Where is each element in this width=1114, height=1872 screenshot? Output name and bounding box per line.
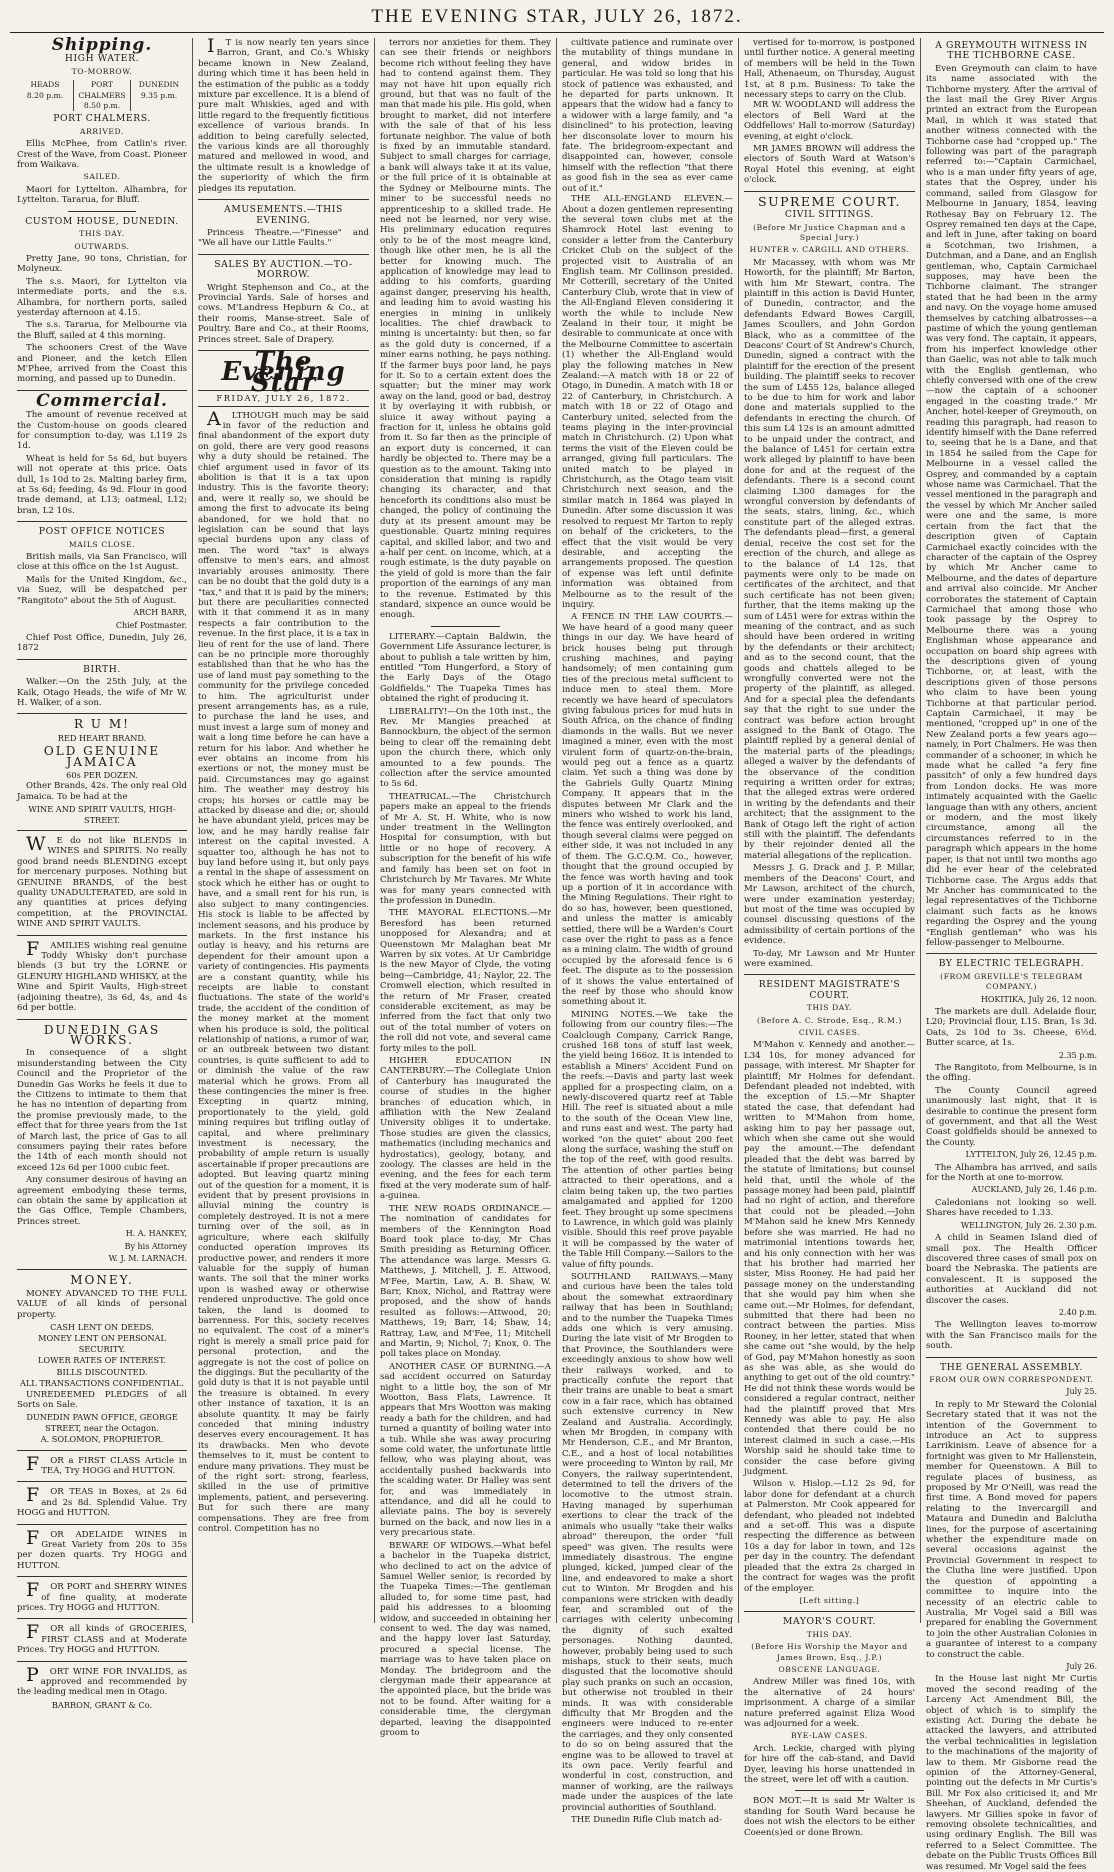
high-water-heading: HIGH WATER. bbox=[64, 53, 140, 65]
port-chalmers-heading: PORT CHALMERS. bbox=[53, 113, 151, 125]
telegraph-source: (FROM GREVILLE'S TELEGRAM COMPANY.) bbox=[940, 971, 1083, 992]
literary-item: LITERARY.—Captain Baldwin, the Government Life Assurance lecturer, is about to publish a tale written by him, entitled "Tom Hungerford, a Story of the Early Days of the Otago Goldfields." The Tuapeka Times has obtained the right of producing it. bbox=[380, 631, 551, 705]
gas-works-text-2: Any consumer desirous of having an agreement embodying these terms, can obtain the same by application at the Gas Office, Temple Chambers, Princes street. bbox=[17, 1175, 187, 1227]
obscene-text: Andrew Miller was fined 10s, with the alternative of 24 hours' imprisonment. A charge of a similar nature preferred against Eliza Wood was adjourned for a week. bbox=[744, 1677, 915, 1729]
civil-cases-heading: CIVIL CASES. bbox=[798, 1027, 861, 1037]
separator bbox=[17, 713, 187, 714]
separator bbox=[17, 935, 187, 936]
commercial-revenue: The amount of revenue received at the Custom-house on goods cleared for consumption to-day, was L119 2s 1d. bbox=[17, 410, 187, 452]
supreme-court-heading: SUPREME COURT. bbox=[758, 193, 901, 209]
gas-signature-name: H. A. HANKEY, bbox=[125, 1229, 187, 1239]
rum-text: Other Brands, 42s. The only real Old Jamaica. To be had at the bbox=[17, 781, 187, 802]
theatrical-item: THEATRICAL.—The Christchurch papers make an appeal to the friends of Mr A. St. H. White, who is now under treatment in the Wellington Hospital for consumption, with but little or no hope of recovery. A subscription for the benefit of his wife and family has been set on foot in Christchurch by Mr Tavares. Mr White was for many years connected with the profession in Dunedin. bbox=[380, 791, 551, 906]
sales-text: Wright Stephenson and Co., at the Provincial Yards. Sale of horses and cows. M'Landress Hepburn & Co., at their rooms, Manse-street. Sale of Poultry. Bare and Co., at their Rooms, Princes street. Sale of Drapery. bbox=[198, 282, 369, 345]
gas-signature-by: By his Attorney bbox=[124, 1241, 187, 1251]
custom-house-heading: CUSTOM HOUSE, DUNEDIN. bbox=[25, 215, 179, 227]
blends-ad: WE do not like BLENDS in WINES and SPIRITS. No really good brand needs BLENDING except for mercenary purposes. Nothing but GENUINE BRANDS, of the best quality UNADULTERATED, are sold in any quantities at prices defying competition, at the PROVINCIAL WINE AND SPIRIT VAULTS. bbox=[17, 833, 187, 930]
groceries-ad: FOR all kinds of GROCERIES, FIRST CLASS and at Moderate Prices. Try HOGG and HUTTON. bbox=[17, 1621, 187, 1656]
outwards-heading: OUTWARDS. bbox=[74, 241, 130, 251]
money-heading: MONEY. bbox=[70, 1273, 134, 1288]
separator bbox=[17, 1450, 187, 1451]
post-notice-2: Mails for the United Kingdom, &c., via Suez, will be despatched per "Rangitoto" about the 5th of August. bbox=[17, 574, 187, 606]
column-2 bbox=[192, 35, 374, 1623]
newspaper-page bbox=[12, 35, 1102, 1872]
tide-port: PORT CHALMERS bbox=[78, 80, 126, 100]
red-heart-brand: RED HEART BRAND. bbox=[57, 732, 147, 743]
separator bbox=[926, 1357, 1097, 1358]
column-4 bbox=[556, 38, 738, 1826]
this-day-heading: THIS DAY. bbox=[79, 229, 125, 239]
separator bbox=[795, 1790, 863, 1791]
sales-heading: SALES BY AUCTION.—TO-MORROW. bbox=[214, 258, 353, 281]
assembly-date-2: July 26. bbox=[1066, 1661, 1097, 1671]
masthead-rule bbox=[10, 32, 1104, 33]
assembly-text-2: In the House last night Mr Curtis moved the second reading of the Larceny Act Amendment Bill, the object of which is to simplify the existing Act. During the debate he attacked the lawyers, and attributed the verbal technicalities in legislation to the machinations of the majority of law to them. Mr Gisborne read the opinion of the Attorney-General, pointing out the defects in Mr Curtis's Bill. Mr Fox also criticised it; and Mr Sheehan, of Auckland, defended the lawyers. Mr Gillies spoke in favor of removing obsolete technicalities, and using ordinary English. The Bill was referred to a Select Committee. The debate on the Public Trusts Offices Bill was resumed. Mr Vogel said the fees bbox=[926, 1674, 1097, 1872]
mayoral-elections-item: THE MAYORAL ELECTIONS.—Mr Beresford has been returned unopposed for Alexandra; and at Queenstown Mr Malaghan beat Mr Warren by six votes. At Ur Cambridge is the new Mayor of Clyde, the voting being—Cambridge, 41; Naylor, 22. The Cromwell election, which resulted in the return of Mr Fraser, created considerable excitement, as may be inferred from the fact that only two out of the total number of voters on the roll did not vote, and several came forty miles to the poll. bbox=[380, 908, 551, 1054]
separator bbox=[17, 1618, 187, 1619]
tide-heads-time: 8.20 p.m. bbox=[26, 90, 64, 100]
leading-article: ALTHOUGH much may be said in favor of the reduction and final abandonment of the export duty on gold, there are very good reasons why a duty should be retained. The chief argument used in favor of its abolition is that it is a tax upon industry. This is the favorite theory; and, were it really so, we should be among the first to advocate its being abandoned, for we hold that no legislation can be sound that lays special burdens upon any class of men. The word "tax" is always offensive to men's ears, and almost invariably arouses animosity. There can be no doubt that the gold duty is a "tax," and that it is paid by the miners; but there are peculiarities connected with it that commend it as in many respects a fair contribution to the revenue. In the first place, it is a tax in lieu of rent for the use of land. There can be no principle more thoroughly established than that he who has the use of land must pay something to the community for the privilege conceded to him. The agriculturist under present arrangements has, as a rule, to purchase the land he uses, and must invest a large sum of money and wait a long time before he can have a return for his labor. And whether he ever obtains an income from his exertions or not, the money must be paid. Circumstances may go against him. The weather may destroy his crops; his horses or cattle may be attacked by disease and die; or, should he have abundant yield, prices may be low, and he may hardly realise fair interest on the capital invested. A squatter too, although he has not to buy land before using it, but only pays a rental in the shape of assessment on stock which he either has or ought to have, and a small rent for his run, is also subject to many contingencies. His stock is liable to be affected by inclement seasons, and his produce by markets. In the first instance his outlay is heavy, and his returns are dependent for their amount upon a variety of contingencies. His payments are a constant quantity, while his receipts are liable to constant fluctuations. The state of the world's trade, the accident of the condition of the money market at the moment when his produce is sold, the political relationship of nations, a rumor of war, or an outbreak between two distant countries, is quite sufficient to add to or diminish the value of the raw material which he grows. From all these contingencies the miner is free. Excepting in quartz mining, proportionately to the yield, gold mining requires but trifling outlay of capital, and where preliminary investment is necessary, the probability of ample return is usually ascertainable if proper precautions are adopted. But leaving quartz mining out of the question for a moment, it is evident that by present provisions in alluvial mining the country is completely destroyed. It is not a mere turning over of the soil, as in agriculture, where each skilfully conducted operation improves its productive power, and renders it more valuable for the supply of human wants. The soil that the miner works upon is washed away or otherwise rendered unproductive. The gold once taken, the land is doomed to barrenness. For this, society receives no equivalent. The cost of a miner's right is merely a small price paid for personal protection, and the aggregate is not the cost of police on the diggings. But the peculiarity of the gold duty is that it is not payable until the treasure is obtained. In every other instance of taxation, it is an absolute quantity. It may be fairly conceded that mining industry deserves every encouragement. It has its drawbacks. Men who devote themselves to it, must be content to endure many privations. They must be of the right sort: strong, fearless, skilled in the use of primitive implements, patient, and persevering. But for such there are many compensations. They are free from control. Competition has no bbox=[198, 407, 369, 1535]
separator bbox=[926, 953, 1097, 954]
tide-port-time: 8.50 p.m. bbox=[83, 101, 121, 111]
woodland-notice: MR W. WOODLAND will address the electors of Bell Ward at the Oddfellows' Hall to-morrow (Saturday) evening, at eight o'clock. bbox=[744, 100, 915, 142]
sailed-text: Maori for Lyttelton. Alhambra, for Lyttelton. Tararua, for Bluff. bbox=[17, 184, 187, 206]
teas-ad: FOR TEAS in Boxes, at 2s 6d and 2s 8d. Splendid Value. Try HOGG and HUTTON. bbox=[17, 1484, 187, 1519]
mails-close-heading: MAILS CLOSE. bbox=[68, 539, 136, 549]
hokitika-dateline: HOKITIKA, July 26, 12 noon. bbox=[980, 994, 1097, 1004]
column-1 bbox=[12, 35, 192, 1710]
widows-continued: cultivate patience and ruminate over the mutability of things mundane in general, and widow brides in particular. He was told so long that his stock of patience was exhausted, and he departed for parts unknown. It appears that the widow had a fancy to a widower with a large family, and "a disinclined" to his protection, leaving her disconsolate lover to mourn his fate. The bridegroom-expectant and disappointed can, however, console himself with the reflection "that there as good fish in the sea as ever came out of it." bbox=[562, 38, 733, 194]
outwards-text: Pretty Jane, 90 tons, Christian, for Molyneux. bbox=[17, 253, 187, 275]
assembly-text: In reply to Mr Steward the Colonial Secretary stated that it was not the intention of the Government to introduce an Act to suppress Larrikinism. Leave of absence for a fortnight was given to Mr Hallenstein, member for Queenstown. A Bill to regulate places of business, as proposed by Mr O'Neill, was read the first time. A Bond moved for papers relating to the Invercargill and Mataura and Dunedin and Balclutha lines, for the purpose of ascertaining whether the expenditure made on several occasions against the Provincial Government in respect to the Clutha line were justified. Upon the question of appointing a committee to inquire into the necessity of an electric cable to Australia, Mr Vogel said a Bill was prepared for enabling the Government to join the other Australian Colonies in a guarantee of interest to a company to construct the cable. bbox=[926, 1399, 1097, 1660]
gas-works-text: In consequence of a slight misunderstanding between the City Council and the Proprietor of the Dunedin Gas Works he feels it due to the Citizens to intimate to them that he has no intention of departing from the promise previously made, to the effect that for three years from the 1st of March last, the price of Gas to all consumers paying their rates before the 14th of each month should not exceed 12s 6d per 1000 cubic feet. bbox=[17, 1048, 187, 1173]
separator bbox=[17, 1269, 187, 1270]
assembly-date: July 25. bbox=[1066, 1387, 1097, 1397]
separator bbox=[744, 191, 915, 192]
commercial-heading: Commercial. bbox=[36, 390, 168, 411]
fence-item: A FENCE IN THE LAW COURTS.—We have heard of a good many queer things in our day. We have heard of brick houses being put through crushing machines, and paying handsomely; of men containing gum ties of the precious metal sufficient to induce men to steal them. More recently we have heard of speculators giving fabulous prices for mud huts in South Africa, on the chance of finding diamonds in the walls. But we never imagined a miner, even with the most virulent form of quartz-on-the-brain, would peg out a fence as a quartz claim. Yet such a thing was done by the Gabriels Gully Quartz Mining Company. It appears that in the disputes between Mr Clark and the miners who wished to work his land, the fence was entirely overlooked, and though several claims were pegged on either side, it was not included in any of them. The G.C.Q.M. Co., however, thought that the ground occupied by the fence was worth having and took up a portion of it in accordance with the Mining Regulations. Their right to do so has, however, been questioned, and unless the matter is amicably settled, there will be a Warden's Court case over the right to pass as a fence as a mining claim. The width of ground occupied by the aforesaid fence is 6 feet. The dispute as to the possession of it shows the value entertained of the reef by those who should know something about it. bbox=[562, 612, 733, 1008]
commercial-prices: Wheat is held for 5s 6d, but buyers will not operate at this price. Oats dull, 1s 10d to 2s. Malting barley firm, at 5s 6d; feeding, 4s 9d. Flour in good trade demand, at L13; oatmeal, L12; bran, L2 10s. bbox=[17, 453, 187, 516]
separator bbox=[17, 659, 187, 660]
separator bbox=[17, 1524, 187, 1525]
tararua-text: The s.s. Tararua, for Melbourne via the Bluff, sailed at 4 this morning. bbox=[17, 320, 187, 341]
separator bbox=[744, 1611, 915, 1612]
separator bbox=[17, 1481, 187, 1482]
post-notice-1: British mails, via San Francisco, will close at this office on the 1st August. bbox=[17, 552, 187, 573]
obscene-heading: OBSCENE LANGUAGE. bbox=[778, 1664, 881, 1674]
whisky-notice: IT is now nearly ten years since Barron, Grant, and Co.'s Whisky became known in New Zealand, during which time it has been held in the estimation of the public as a toddy mixture par excellence. It is a blend of pure malt Whiskies, aged and with little regard to the frequently fictitious excellence of various brands. In addition to being carefully selected, the various kinds are all thoroughly matured and mellowed in wood, and the ultimate result is a knowledge of the superiority of which the firm pledges its reputation. bbox=[198, 35, 369, 194]
general-assembly-heading: THE GENERAL ASSEMBLY. bbox=[940, 1361, 1083, 1373]
rm-before: (Before A. C. Strode, Esq., R.M.) bbox=[757, 1015, 902, 1025]
southland-railways-item: SOUTHLAND RAILWAYS.—Many and curious have been the tales told about the somewhat extraordinary railway that has been in Southland; and to the number the Tuapeka Times adds one which is very amusing. During the late visit of Mr Brogden to that Province, the Southlanders were exceedingly anxious to show how well their railways worked, and to practically confute the report that their trains are unable to beat a smart cow in a fair race, which has obtained such extensive currency in New Zealand and Australia. Accordingly, when Mr Brogden, in company with Mr Henderson, C.E., and Mr Branton, C.E., and a host of local notabilities were proceeding to Winton by rail, Mr Conyers, the railway superintendent, determined to tell the drivers of the locomotive to the utmost strain. Having managed by superhuman exertions to clear the track of the animals who usually "take their walks abroad" thereupon, the order "full speed" was given. The results were immediately disastrous. The engine plunged, kicked, jumped clear of the line, and endeavored to make a short cut to Winton. Mr Brogden and his companions were stricken with deadly fear, and scrambled out of the carriages with celerity unbecoming the dignity of such exalted personages. Nothing daunted, however, probably being used to such mishaps, stuck to their seats, much disgusted that the locomotive should play such pranks on such an occasion, but otherwise not troubled in their minds. It was with considerable difficulty that Mr Brogden and the engineers were induced to re-enter the carriages, and they only consented to do so on being assured that the engine was to be allowed to travel at its own pace. Verily fearful and wonderful in cost, construction, and manner of working, are the railways made under the auspices of the late provincial authorities of Southland. bbox=[562, 1271, 733, 1813]
separator bbox=[198, 199, 369, 200]
all-england-item: THE ALL-ENGLAND ELEVEN.—About a dozen gentlemen representing the several town clubs met at the Shamrock Hotel last evening to consider a letter from the Canterbury Cricket Club on the subject of the projected visit to Australia of an English team. Mr Collinson presided. Mr Cotterill, secretary of the United Canterbury Club, wrote that in view of the All-England Eleven considering it worth the while to include New Zealand in their tour, it might be desirable to communicate at once with the Melbourne Committee to ascertain (1) whether the All-England would play the following matches in New Zealand:—A match with 18 or 22 of Otago, in Dunedin. A match with 18 or 22 of Canterbury, in Christchurch. A match with 18 or 22 of Otago and Canterbury united, selected from the teams playing in the inter-provincial match in Christchurch. (2) Upon what terms the visit of the Eleven could be arranged, giving full particulars. The united match to be played in Christchurch, as the Otago team visit Christchurch next season, and the similar match in 1864 was played in Dunedin. After some discussion it was resolved to request Mr Tarton to reply on behalf of the cricketers, to the effect that the visit would be very desirable, and accepting the arrangements proposed. The question of expense was left until definite information was obtained from Melbourne as to the result of the inquiry. bbox=[562, 194, 733, 610]
tomorrow-subheading: TO-MORROW. bbox=[71, 66, 133, 76]
bills-discounted: BILLS DISCOUNTED. bbox=[56, 1366, 148, 1377]
money-lent: MONEY LENT ON PERSONAL SECURITY. bbox=[38, 1333, 166, 1354]
hokitika-council: The County Council agreed unanimously last night, that it is desirable to continue the present form of government, and that all the West Coast goldfields should be annexed to the County. bbox=[926, 1085, 1097, 1148]
civil-sittings-heading: CIVIL SITTINGS. bbox=[784, 209, 875, 221]
dateline: FRIDAY, JULY 26, 1872. bbox=[198, 390, 369, 406]
column-3 bbox=[374, 38, 556, 1738]
bylaw-text: Arch. Leckie, charged with plying for hire off the cab-stand, and David Dyer, leaving his horse unattended in the street, were let off with a caution. bbox=[744, 1743, 915, 1785]
left-sitting: [Left sitting.] bbox=[799, 1595, 860, 1605]
wine-vaults: WINE AND SPIRIT VAULTS, HIGH-STREET. bbox=[28, 804, 176, 825]
widows-item: BEWARE OF WIDOWS.—What befel a bachelor in the Tuapeka district, who declined to act on the advice of Samuel Weller senior, is recorded by the Tuapeka Times:—The gentleman alluded to, for some time past, had paid his addresses to a blooming widow, and succeeded in obtaining her consent to wed. The day was named, and the happy lover last Saturday, procured a special license. The marriage was to have taken place on Monday. The bridegroom and the clergyman made their appearance at the appointed place, but the bride was not to be found. After waiting for a considerable time, the clergyman departed, leaving the disappointed groom to bbox=[380, 1540, 551, 1738]
rifle-continued: vertised for to-morrow, is postponed until further notice. A general meeting of members will be held in the Town Hall, Athenaeum, on Thursday, August 1st, at 8 p.m. Business: To take the necessary steps to carry on the Club. bbox=[744, 38, 915, 101]
bon-mot-item: BON MOT.—It is said Mr Walter is standing for South Ward because he does not wish the electors to be either Coeen(s)ed or done Brown. bbox=[744, 1796, 915, 1838]
families-ad: FAMILIES wishing real genuine Toddy Whisky don't purchase blends (3 but try the LORNE or GLENURY HIGHLAND WHISKY, at the Wine and Spirit Vaults, High-street (adjoining theatre), 3s 6d, 4s, and 4s 6d per bottle. bbox=[17, 937, 187, 1014]
lyttelton-text: The Alhambra has arrived, and sails for the North at one to-morrow. bbox=[926, 1162, 1097, 1184]
maori-text: The s.s. Maori, for Lyttelton via intermediate ports, and the s.s. Alhambra, for northern ports, sailed yesterday afternoon at 4.15. bbox=[17, 276, 187, 318]
post-signature-title: Chief Postmaster. bbox=[115, 620, 187, 630]
greymouth-text: Even Greymouth can claim to have its name associated with the Tichborne mystery. After the arrival of the last mail the Grey River Argus printed an extract from the European Mail, in which it was stated that another witness connected with the Tichborne case had "cropped up." The following was part of the paragraph referred to:—"Captain Carmichael, who is a man under fifty years of age, states that the Osprey, under his command, sailed from Glasgow for Melbourne in January, 1854, leaving Rothesay Bay on February 12. The Osprey remained ten days at the Cape, and left in June, after taking on board a Scotchman, two Irishmen, a Dutchman, and a Dane, and an English gentleman, who, Captain Carmichael supposes, may have been the Tichborne claimant. The stranger stated that he had been in the army and navy. On the voyage home amused themselves by catching albatrosses—a pastime of which the young gentleman was very fond. The captain, it appears, from his imperfect knowledge other than Gaelic, was not able to talk much with the English gentleman, who chiefly conversed with one of the crew—now the captain of a schooner engaged in the coasting trade." Mr Ancher, hotel-keeper of Greymouth, on reading this paragraph, had reason to identify himself with the Dane referred to, seeing that he is a Dane, and that in 1854 he sailed from the Cape for Melbourne in a vessel called the Osprey, and commanded by a captain whose name was Carmichael. That the vessel mentioned in the paragraph and the vessel by which Mr Ancher sailed were one and the same, is more certain from the fact that the description given of Captain Carmichael exactly coincides with the character of the captain of the Osprey by which Mr Ancher came to Melbourne, and the dates of departure and arrival also coincide. Mr Ancher corroborates the statement of Captain Carmichael that among those who took passage by the Osprey to Melbourne there was a young Englishman whose appearance and occupation on board ship agrees with the descriptions given of young Tichborne, or, at least, with the descriptions given of those persons who claim to have been young Tichborne at that particular period. Captain Carmichael, it may be mentioned, "cropped up" in one of the New Zealand ports a few years ago—namely, in Port Chalmers. He was then commander of a schooner, in which he made what he called "a fery fine passitch" of only a few hundred days from London docks. He was more intimately acquainted with the Gaelic language than with any others, ancient or modern, and the most likely circumstance, among all the circumstances referred to in the paragraph which appears in the home paper, is that not until two months ago did he ever hear of the celebrated Tichborne case. The Argus adds that Mr Ancher has communicated to the legal representatives of the Tichborne claimant such facts as he knows regarding the Osprey and the young "English gentleman" who was his fellow-passenger to Melbourne. bbox=[926, 63, 1097, 948]
birth-heading: BIRTH. bbox=[83, 663, 121, 675]
mining-notes-item: MINING NOTES.—We take the following from our country files:—The Coalclough Company, Carrick Range, crushed 168 tons of stuff last week, the yield being 166oz. It is intended to establish a Miners' Accident Fund on the reefs.—Davis and party last week applied for a prospecting claim, on a newly-discovered quartz reef at Table Hill. The reef is situated about a mile to the south of the Ocean View line, and runs east and west. The party had worked "on the quiet" about 200 feet along the surface, washing the stuff on the top of the reef, with good results. The attention of other parties being attracted to their operations, and a claim being taken up, the two parties amalgamated and applied for 1200 feet. They brought up some specimens to Lawrence, in which gold was plainly visible. Should this reef prove payable it will be compassed by the water of the Table Hill Company.—Sailors to the value of fifty pounds. bbox=[562, 1009, 733, 1270]
wilson-hislop-case: Wilson v. Hislop.—L12 2s 9d, for labor done for defendant at a church at Palmerston. Mr Cook appeared for defendant, who pleaded not indebted and a set-off. This was a dispute respecting the difference as between 10s a day for labor in town, and 12s per day in the country. The defendant pleaded that the extra 2s charged in the contract for wages was the profit of the employer. bbox=[744, 1479, 915, 1594]
case-title: HUNTER v. CARGILL AND OTHERS. bbox=[749, 245, 910, 255]
column-5 bbox=[738, 38, 920, 1838]
bylaw-heading: BYE-LAW CASES. bbox=[791, 1731, 868, 1741]
mayors-court-heading: MAYOR'S COURT. bbox=[782, 1616, 877, 1628]
separator bbox=[68, 211, 136, 212]
shipping-heading: Shipping. bbox=[51, 35, 153, 55]
gas-works-heading: DUNEDIN GAS WORKS. bbox=[43, 1022, 161, 1047]
separator bbox=[17, 830, 187, 831]
separator bbox=[17, 1019, 187, 1020]
leader-continued: terrors nor anxieties for them. They can see their friends or neighbors become rich without feeling they have had to contend against them. They may not have hit upon equally rich ground, but that was no fault of the man that made his pile. His gold, when brought to market, did not interfere with the sale of that of his less fortunate neighbor. The value of both is fixed by an immutable standard. Subject to small charges for carriage, a bank will always take it at its value, or the full price of it is obtainable at the Sydney or Melbourne mints. The miner to be successful needs no apprenticeship to a skilled trade. He need not be learned, nor very wise. His preliminary education requires only to be of the most meagre kind, though like other men, he is all the better for knowing much. The application of knowledge may lead to adding to his comforts, guarding against danger, preserving his health, and leading him to avoid wasting his energies in mining in unlikely localities. The chief drawback to mining is uncertainty: but then, so far as the gold duty is concerned, if a miner earns nothing, he pays nothing. If the farmer buys poor land, he pays for it. So to a certain extent does the squatter; but the miner may work away on the land, good or bad, destroy it by overlaying it with rubbish, or sluice it away without paying a fraction for it, unless he obtains gold from it. So far then as the principle of an export duty is concerned, it can hardly be objected to. There may be a question as to the amount. Taking into consideration that mining is rapidly changing its character, and that henceforth its conditions also must be changed, the policy of continuing the duty at its present amount may be questionable. Quartz mining requires capital, and skilled labor, and two and a-half per cent. on income, which, at a rough estimate, is the duty payable on the yield of gold is more than the fair proportion of the earnings of any man to the revenue. Estimated by this standard, sixpence an ounce would be enough. bbox=[380, 38, 551, 621]
masthead: THE EVENING STAR, JULY 26, 1872. bbox=[371, 6, 743, 27]
tide-table bbox=[17, 80, 187, 111]
transactions-confidential: ALL TRANSACTIONS CONFIDENTIAL. bbox=[19, 1378, 185, 1389]
separator bbox=[431, 626, 499, 627]
tide-heads: HEADS bbox=[30, 80, 60, 90]
tide-dunedin-time: 9.35 p.m. bbox=[140, 90, 178, 100]
arrived-heading: ARRIVED. bbox=[80, 126, 124, 136]
separator bbox=[198, 254, 369, 255]
adelaide-wines-ad: FOR ADELAIDE WINES in Great Variety from 20s to 35s per dozen quarts. Try HOGG and HUTTON. bbox=[17, 1526, 187, 1571]
rifle-club-item: THE Dunedin Rifle Club match ad- bbox=[571, 1815, 722, 1826]
higher-education-item: HIGHER EDUCATION IN CANTERBURY.—The Collegiate Union of Canterbury has inaugurated the course of studies in the higher branches of education which, in affiliation with the New Zealand University obliges it to undertake. Those studies are given the classics, mathematics (including mechanics and hydrostatics), geology, botany, and zoology. The classes are held in the evening, and the fees for each term fixed at the very moderate sum of half-a-guinea. bbox=[380, 1056, 551, 1202]
proprietor: A. SOLOMON, PROPRIETOR. bbox=[40, 1434, 164, 1445]
port-sherry-ad: FOR PORT and SHERRY WINES of fine quality, at moderate prices. Try HOGG and HUTTON. bbox=[17, 1579, 187, 1613]
money-advanced: MONEY ADVANCED TO THE FULL VALUE of all kinds of personal property. bbox=[17, 1288, 187, 1320]
tea-ad: FOR a FIRST CLASS Article in TEA, Try HOGG and HUTTON. bbox=[26, 1452, 187, 1476]
post-office-heading: POST OFFICE NOTICES bbox=[38, 526, 166, 538]
mayors-before: (Before His Worship the Mayor and James Brown, Esq., J.P.) bbox=[751, 1642, 908, 1662]
separator bbox=[17, 1661, 187, 1662]
pawn-office: DUNEDIN PAWN OFFICE, GEORGE STREET, near the Octagon. bbox=[26, 1412, 178, 1433]
roads-ordinance-item: THE NEW ROADS ORDINANCE.—The nomination of candidates for members of the Kennington Road Board took place to-day, Mr Chas Smith presiding as Returning Officer. The attendance was large. Messrs G. Matthews, J. Mitchell, J. E. Attwood, M'Fee, Martin, Law, A. B. Shaw, W. Barr, Knox, Nichol, and Rattray were proposed, and the show of hands resulted as follows:—Attwood, 20; Matthews, 19; Barr, 14; Shaw, 14; Rattray, Law, and M'Fee, 11; Mitchell and Martin, 9; Nichol, 7; Knox, 0. The poll takes place on Monday. bbox=[380, 1203, 551, 1360]
liberality-item: LIBERALITY!—On the 10th inst., the Rev. Mr Mangies preached at Bannockburn, the object of the sermon being to clear off the remaining debt upon the church there, which only amounted to a few pounds. The collection after the service amounted to 5s 6d. bbox=[380, 706, 551, 790]
mahon-kennedy-case: M'Mahon v. Kennedy and another.—L34 10s, for money advanced for passage, with interest. Mr Shapter for plaintiff; Mr Holmes for defendant. Defendant pleaded not indebted, with the exception of L5.—Mr Shapter stated the case, that defendant had written to M'Mahon from home, asking him to pay her passage out, which when she came out she would pay the amount.—The defendant pleaded that the debt was barred by the statute of limitations; but counsel held that, until the whole of the passage money had been paid, plaintiff had no right of action, and therefore that could not be pleaded.—John M'Mahon said he knew Mrs Kennedy before she was married. He had no matrimonial intentions towards her, and his only connection with her was that his brother had married her sister, Miss Rooney. He had paid her passage money on the understanding that she would pay him when she came out.—Mr Holmes, for defendant, submitted that there had been no contract between the parties. Miss Rooney, in her letter, stated that when she came out "she would, by the help of God, pay M'Mahon honestly as soon as she was able, as she would do anything to get out of the old country." He did not think these words would be considered a regular contract, neither had the plaintiff proved that Mrs Kennedy was able to pay. He also contended that there could be no interest claimed in such a case.—His Worship said he should take time to consider the case before giving judgment. bbox=[744, 1040, 915, 1478]
auckland-dateline: AUCKLAND, July 26, 1.46 p.m. bbox=[971, 1185, 1097, 1195]
lyttelton-dateline: LYTTELTON, July 26, 12.45 p.m. bbox=[965, 1150, 1097, 1160]
price-per-dozen: 60s PER DOZEN. bbox=[66, 769, 138, 780]
post-signature-name: ARCH BARR, bbox=[133, 608, 187, 618]
greymouth-heading: A GREYMOUTH WITNESS IN THE TICHBORNE CASE. bbox=[935, 40, 1088, 62]
resident-magistrates-heading: RESIDENT MAGISTRATE'S COURT. bbox=[758, 979, 901, 1001]
paper-title: The Evening Star bbox=[221, 346, 346, 398]
auckland-text: Caledonians not looking so well. Shares have receded to 1.33. bbox=[926, 1197, 1097, 1219]
arrived-text: Ellis McPhee, from Catlin's river. Crest of the Wave, from Coast. Pioneer from Waikava. bbox=[17, 139, 187, 171]
separator bbox=[17, 1576, 187, 1577]
brown-notice: MR JAMES BROWN will address the electors of South Ward at Watson's Royal Hotel this evening, at eight o'clock. bbox=[744, 144, 915, 186]
telegraph-heading: BY ELECTRIC TELEGRAPH. bbox=[938, 958, 1085, 970]
assembly-correspondent: FROM OUR OWN CORRESPONDENT. bbox=[929, 1374, 1094, 1384]
gas-signature-attorney: W. J. M. LARNACH. bbox=[108, 1254, 187, 1264]
case-text: Mr Macassey, with whom was Mr Howorth, for the plaintiff; Mr Barton, with him Mr Stewart, contra. The plaintiff in this action is David Hunter, of Dunedin, contractor, and the defendants Edward Bowes Cargill, James Scoullers, and John Gordon Black, who as a committee of the Deacons' Court of St Andrew's Church, Dunedin, signed a contract with the plaintiff for the erection of the present building. The plaintiff seeks to recover the sum of L455 12s, balance alleged to be due to him for work and labor done and materials supplied to the defendants in erecting the church. Of this sum L4 12s is an amount admitted to be unpaid under the contract, and the balance of L451 for certain extra work alleged by plaintiff to have been done for and at the request of the defendants. There is a second count claiming L300 damages for the wrongful conversion by defendants of the seats, stairs, lining, &c., which constitute part of the alleged extras. The defendants plead—first, a general denial, receive the cost set for the erection of the church, and allege as to the balance of L4 12s, that payments were only to be made on certificates of the architect, and that such certificate has not been given; further, that the items making up the sum of L451 were for extras within the meaning of the contract, and as such should have been ordered in writing by the defendants or their architect; and as to the second count, that the goods and chattels alleged to be wrongfully converted were not the property of the plaintiff, as alleged. And for a special plea the defendants say that the right to sue under the contract was before action brought assigned to the Bank of Otago. The plaintiff replied by a general denial of the material parts of the pleadings; alleged a waiver by the defendants of the observance of the condition requiring a written order for extras; that the alleged extras were ordered in writing by the defendants and their architect; that the assignment to the Bank of Otago left the right of action still with the plaintiff. The defendants by their rejoinder denied all the material allegations of the replication. bbox=[744, 257, 915, 861]
wellington-text: A child in Seamen Island died of small pox. The Health Officer discovered three cases of small pox on board the Nebraska. The patients are convalescent. It is supposed the authorities at Auckland did not discover the cases. bbox=[926, 1233, 1097, 1306]
post-place: Chief Post Office, Dunedin, July 26, 1872 bbox=[17, 632, 187, 654]
old-genuine-jamaica: OLD GENUINE JAMAICA bbox=[43, 744, 161, 769]
rm-this-day: THIS DAY. bbox=[806, 1003, 853, 1013]
birth-text: Walker.—On the 25th July, at the Kaik, Otago Heads, the wife of Mr W. H. Walker, of a son. bbox=[17, 677, 187, 708]
case-text-3: To-day, Mr Lawson and Mr Hunter were examined. bbox=[744, 948, 915, 969]
lower-rates: LOWER RATES OF INTEREST. bbox=[37, 1355, 167, 1366]
column-6 bbox=[920, 38, 1102, 1872]
amusements-text: Princess Theatre.—"Finesse" and "We all have our Little Faults." bbox=[198, 227, 369, 249]
wellington-text-2: The Wellington leaves to-morrow with the San Francisco mails for the south. bbox=[926, 1320, 1097, 1352]
hokitika-time: 2.35 p.m. bbox=[1058, 1050, 1097, 1060]
schooners-text: The schooners Crest of the Wave and Pioneer, and the ketch Ellen M'Phee, arrived from the Coast this morning, and passed up to Dunedin. bbox=[17, 343, 187, 385]
barron-grant: BARRON, GRANT & Co. bbox=[51, 1699, 153, 1710]
rum-heading: R U M! bbox=[74, 717, 130, 732]
hokitika-markets: The markets are dull. Adelaide flour, L20; Provincial flour, L15. Bran, 1s 3d. Oats, 2s 10d to 3s. Cheese, 6½d. Butter scarce, at 1s. bbox=[926, 1006, 1097, 1049]
wellington-dateline: WELLINGTON, July 26. 2.30 p.m. bbox=[960, 1220, 1097, 1230]
mayors-this-day: THIS DAY. bbox=[806, 1629, 853, 1639]
invalids-ad: PORT WINE FOR INVALIDS, as approved and recommended by the leading medical men in Otago. bbox=[17, 1663, 187, 1698]
supreme-court-before: (Before Mr Justice Chapman and a Special Jury.) bbox=[753, 222, 906, 242]
tide-dunedin: DUNEDIN bbox=[138, 80, 180, 90]
unredeemed-pledges: UNREDEEMED PLEDGES of all Sorts on Sale. bbox=[17, 1389, 187, 1410]
amusements-heading: AMUSEMENTS.—THIS EVENING. bbox=[224, 204, 343, 226]
case-text-2: Messrs J. G. Drack and J. P. Millar, members of the Deacons' Court, and Mr Lawson, architect of the church, were under examination yesterday; but most of the time was occupied by counsel discussing questions of the admissibility of certain portions of the evidence. bbox=[744, 863, 915, 947]
wellington-time: 2.40 p.m. bbox=[1058, 1307, 1097, 1317]
burning-item: ANOTHER CASE OF BURNING.—A sad accident occurred on Saturday night to a little boy, the son of Mr Wootton, Bass Flats, Lawrence. It appears that Mrs Wootton was making ready a bath for the children, and had turned a quantity of boiling water into a tub. While she was away procuring some cold water, the unfortunate little fellow, who was playing about, was accidentally pushed backwards into the scalding water. Dr Halley was sent for, and was immediately in attendance, and did all he could to alleviate pains. The boy is severely burned on the back, and now lies in a very precarious state. bbox=[380, 1361, 551, 1539]
separator bbox=[744, 974, 915, 975]
sailed-heading: SAILED. bbox=[83, 172, 121, 182]
hokitika-rangitoto: The Rangitoto, from Melbourne, is in the offing. bbox=[926, 1063, 1097, 1084]
separator bbox=[17, 521, 187, 522]
cash-lent: CASH LENT ON DEEDS. bbox=[50, 1322, 154, 1333]
